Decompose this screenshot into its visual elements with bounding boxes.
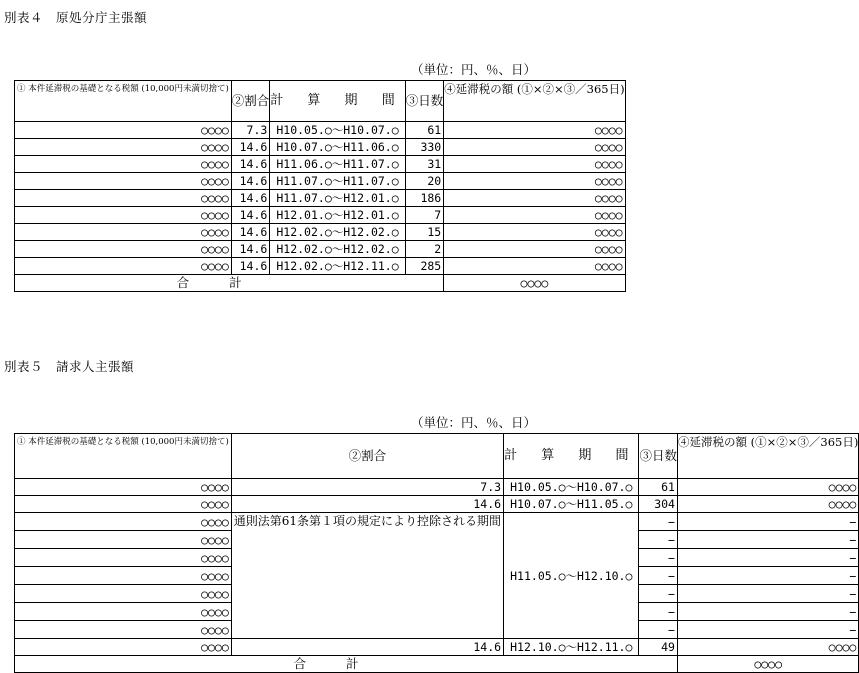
base-tax-cell: ○○○○ [15,156,232,173]
rate-cell: 7.3 [231,479,503,496]
table-row [15,122,626,139]
header-amount: ④延滞税の額 (①×②×③／365日) [677,434,858,479]
table5-title: 別表５ 請求人主張額 [4,359,135,374]
days-cell: − [639,513,678,531]
period-cell: H12.01.○〜H12.01.○ [270,207,405,224]
header-period: 計 算 期 間 [270,81,405,122]
days-cell: − [639,603,678,621]
period-cell: H12.02.○〜H12.02.○ [270,241,405,258]
days-cell: 304 [639,496,678,513]
period-cell: H12.02.○〜H12.02.○ [270,224,405,241]
days-cell: 49 [639,639,678,656]
total-amount: ○○○○ [677,656,858,673]
base-tax-cell: ○○○○ [15,122,232,139]
base-tax-cell: ○○○○ [15,258,232,275]
table-row [15,513,859,531]
table-row [15,156,626,173]
table4-title: 別表４ 原処分庁主張額 [4,10,148,25]
days-cell: − [639,549,678,567]
base-tax-cell: ○○○○ [15,190,232,207]
base-tax-cell: ○○○○ [15,531,232,549]
days-cell: 285 [405,258,444,275]
period-cell: H10.05.○〜H10.07.○ [270,122,405,139]
amount-cell: ○○○○ [444,224,625,241]
table-row [15,258,626,275]
rate-cell: 14.6 [231,156,270,173]
base-tax-cell: ○○○○ [15,224,232,241]
period-cell: H10.05.○〜H10.07.○ [504,479,639,496]
amount-cell: − [677,513,858,531]
period-cell: H12.10.○〜H12.11.○ [504,639,639,656]
period-cell: H11.07.○〜H11.07.○ [270,173,405,190]
base-tax-cell: ○○○○ [15,479,232,496]
amount-cell: ○○○○ [444,207,625,224]
base-tax-cell: ○○○○ [15,549,232,567]
header-amount: ④延滞税の額 (①×②×③／365日) [444,81,625,122]
rate-cell: 14.6 [231,139,270,156]
table-row [15,639,859,656]
amount-cell: ○○○○ [444,156,625,173]
base-tax-cell: ○○○○ [15,621,232,639]
table-row [15,207,626,224]
rate-cell: 14.6 [231,639,503,656]
table5-header-row [15,434,859,479]
base-tax-cell: ○○○○ [15,639,232,656]
days-cell: − [639,621,678,639]
total-label: 合計 [15,656,678,673]
header-rate: ②割合 [231,434,503,479]
base-tax-cell: ○○○○ [15,496,232,513]
base-tax-cell: ○○○○ [15,241,232,258]
rate-cell: 14.6 [231,207,270,224]
amount-cell: ○○○○ [444,190,625,207]
table-row [15,139,626,156]
period-cell: H10.07.○〜H11.05.○ [504,496,639,513]
table-row [15,224,626,241]
days-cell: − [639,531,678,549]
days-cell: 2 [405,241,444,258]
base-tax-cell: ○○○○ [15,207,232,224]
table4-header-row [15,81,626,122]
days-cell: 330 [405,139,444,156]
total-label: 合計 [15,275,444,292]
table-row [15,173,626,190]
amount-cell: − [677,549,858,567]
header-rate: ②割合 [231,81,270,122]
amount-cell: − [677,531,858,549]
days-cell: 7 [405,207,444,224]
table5-total-row [15,656,859,673]
base-tax-cell: ○○○○ [15,603,232,621]
amount-cell: ○○○○ [444,258,625,275]
rate-cell: 14.6 [231,190,270,207]
days-cell: 61 [639,479,678,496]
total-amount: ○○○○ [444,275,625,292]
base-tax-cell: ○○○○ [15,173,232,190]
amount-cell: ○○○○ [677,479,858,496]
amount-cell: − [677,603,858,621]
days-cell: 61 [405,122,444,139]
amount-cell: ○○○○ [444,139,625,156]
days-cell: − [639,567,678,585]
rate-cell: 14.6 [231,224,270,241]
amount-cell: − [677,567,858,585]
period-cell: H10.07.○〜H11.06.○ [270,139,405,156]
header-base-tax: ① 本件延滞税の基礎となる税額 (10,000円未満切捨て) [15,81,232,122]
period-cell: H11.05.○〜H12.10.○ [504,513,639,639]
base-tax-cell: ○○○○ [15,585,232,603]
base-tax-cell: ○○○○ [15,139,232,156]
amount-cell: ○○○○ [677,639,858,656]
rate-cell: 14.6 [231,496,503,513]
header-days: ③日数 [405,81,444,122]
table-row [15,479,859,496]
days-cell: 31 [405,156,444,173]
base-tax-cell: ○○○○ [15,567,232,585]
days-cell: 186 [405,190,444,207]
period-cell: H11.06.○〜H11.07.○ [270,156,405,173]
amount-cell: − [677,585,858,603]
period-cell: H11.07.○〜H12.01.○ [270,190,405,207]
header-days: ③日数 [639,434,678,479]
header-base-tax: ① 本件延滞税の基礎となる税額 (10,000円未満切捨て) [15,434,232,479]
amount-cell: ○○○○ [677,496,858,513]
excluded-period-note: 通則法第61条第１項の規定により控除される期間 [231,513,503,639]
rate-cell: 7.3 [231,122,270,139]
amount-cell: ○○○○ [444,173,625,190]
table5-unit: （単位：円、％、日） [411,415,537,430]
days-cell: − [639,585,678,603]
base-tax-cell: ○○○○ [15,513,232,531]
amount-cell: − [677,621,858,639]
header-period: 計 算 期 間 [504,434,639,479]
days-cell: 15 [405,224,444,241]
table4 [14,80,626,292]
table5 [14,433,859,673]
days-cell: 20 [405,173,444,190]
table-row [15,241,626,258]
rate-cell: 14.6 [231,173,270,190]
table4-unit: （単位：円、％、日） [411,62,537,77]
table-row [15,190,626,207]
table-row [15,496,859,513]
table4-total-row [15,275,626,292]
amount-cell: ○○○○ [444,122,625,139]
rate-cell: 14.6 [231,241,270,258]
period-cell: H12.02.○〜H12.11.○ [270,258,405,275]
amount-cell: ○○○○ [444,241,625,258]
rate-cell: 14.6 [231,258,270,275]
